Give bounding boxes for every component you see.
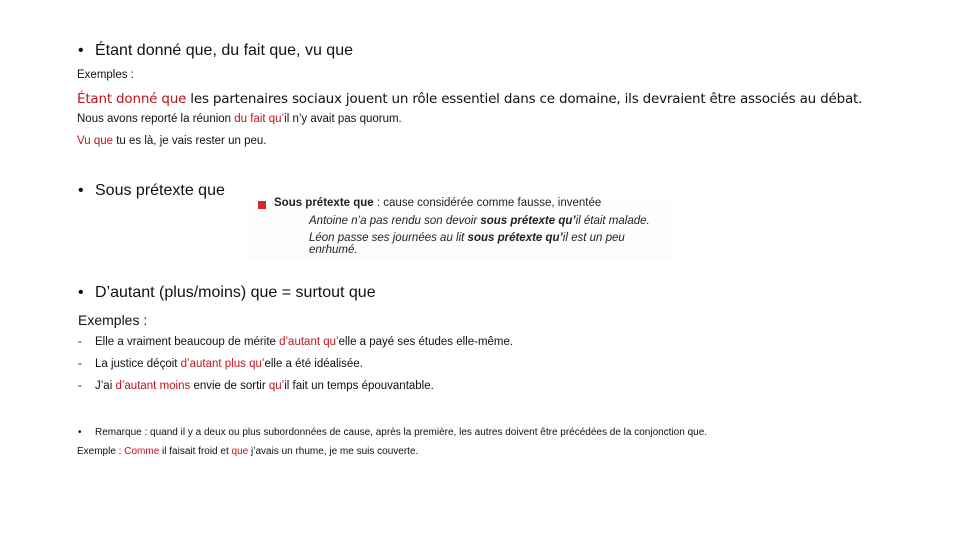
excerpt-example-2 [309,232,671,256]
excerpt-example-1 [309,215,650,227]
heading-dautant-que-suffix: = surtout que [277,284,376,301]
dautant-example-3-rest: il fait un temps épouvantable. [284,380,434,392]
dautant-example-2 [95,358,363,370]
example-3-highlight: Vu que [77,135,114,147]
excerpt-example-2-rest: il est un peu enrhumé. [309,232,625,256]
examples-label-1: Exemples : [77,69,134,81]
dautant-example-3-highlight: d’autant moins [115,380,191,392]
excerpt-example-1-pre: Antoine n’a pas rendu son devoir [309,215,481,227]
remark-example-rest: j’avais un rhume, je me suis couverte. [248,446,419,457]
dautant-example-2-highlight: d’autant plus qu’ [180,358,265,370]
excerpt-definition-text: : cause considérée comme fausse, inventée [373,197,602,209]
bullet-2: • [78,182,84,199]
textbook-excerpt [247,192,671,262]
example-2-text: il n’y avait pas quorum. [284,113,402,125]
dash-1: - [78,336,82,348]
excerpt-example-1-term: sous prétexte qu’ [480,215,576,227]
example-3-text: tu es là, je vais rester un peu. [113,135,267,147]
example-2-highlight: du fait qu’ [234,113,285,125]
excerpt-term: Sous prétexte que [274,197,374,209]
example-line-2 [77,113,402,125]
bullet-remark: • [78,427,82,438]
dautant-example-1-highlight: d’autant qu’ [279,336,339,348]
bullet-3: • [78,284,84,301]
dautant-example-3-mid: envie de sortir [190,380,269,392]
remark-example-highlight-1: Comme [124,446,160,457]
dautant-example-1 [95,336,513,348]
excerpt-example-2-term: sous prétexte qu’ [467,232,563,244]
heading-sous-pretexte-que: Sous prétexte que [95,182,225,199]
dautant-example-3-pre: J’ai [95,380,116,392]
excerpt-example-2-pre: Léon passe ses journées au lit [309,232,468,244]
example-1-highlight: Étant donné que [77,91,187,107]
example-2-pre: Nous avons reporté la réunion [77,113,235,125]
red-square-icon [258,201,266,209]
dautant-example-2-pre: La justice déçoit [95,358,181,370]
example-line-3 [77,135,266,147]
excerpt-example-1-rest: il était malade. [575,215,650,227]
remark-example [77,446,418,457]
remark-text: Remarque : quand il y a deux ou plus subordonnées de cause, après la première, les autres doivent être précédées de la conjonction que. [95,427,708,438]
example-line-1 [77,91,862,107]
dautant-example-2-rest: elle a été idéalisée. [264,358,363,370]
remark-example-pre: Exemple : [77,446,125,457]
heading-dautant-que-main: D’autant (plus/moins) que [95,284,278,301]
dash-2: - [78,358,82,370]
remark-example-highlight-2: que [231,446,249,457]
bullet-1: • [78,42,84,59]
dautant-example-3-highlight-2: qu’ [268,380,285,392]
dautant-example-3 [95,380,434,392]
dautant-example-1-pre: Elle a vraiment beaucoup de mérite [95,336,280,348]
excerpt-definition [274,197,601,209]
dautant-example-1-rest: elle a payé ses études elle-même. [338,336,514,348]
heading-dautant-que [95,284,376,302]
remark-example-mid: il faisait froid et [159,446,232,457]
dash-3: - [78,380,82,392]
example-1-text: les partenaires sociaux jouent un rôle essentiel dans ce domaine, ils devraient être associés au débat. [186,91,863,107]
examples-label-3: Exemples : [78,312,148,328]
heading-etant-donne-que: Étant donné que, du fait que, vu que [95,42,353,59]
